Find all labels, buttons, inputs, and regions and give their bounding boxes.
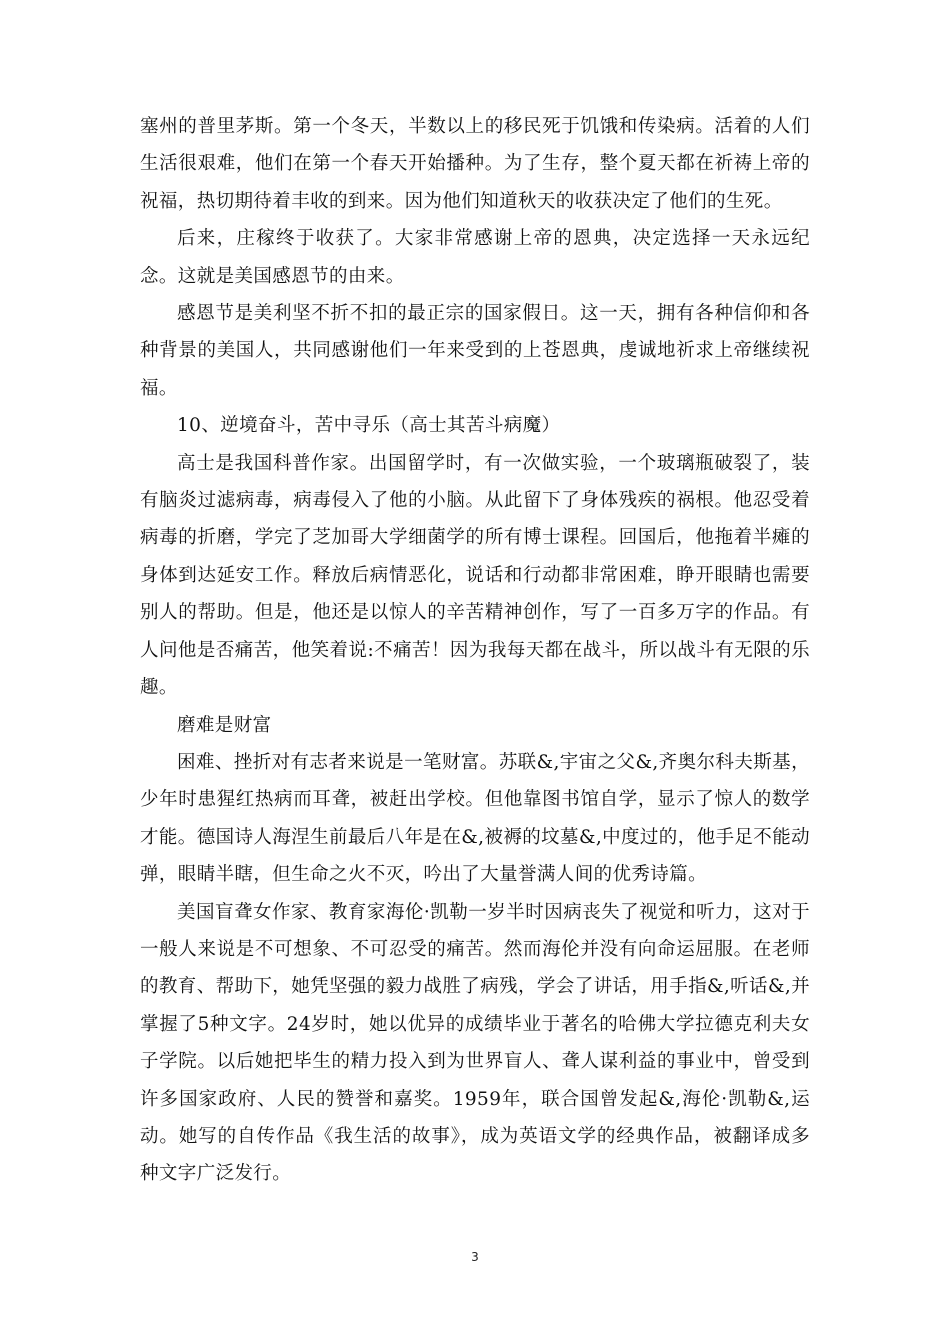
paragraph: 感恩节是美利坚不折不扣的最正宗的国家假日。这一天，拥有各种信仰和各种背景的美国人，共同感谢他们一年来受到的上苍恩典，虔诚地祈求上帝继续祝福。 — [140, 303, 810, 399]
paragraph: 美国盲聋女作家、教育家海伦·凯勒一岁半时因病丧失了视觉和听力，这对于一般人来说是不可想象、不可忍受的痛苦。然而海伦并没有向命运屈服。在老师的教育、帮助下，她凭坚强的毅力战胜了病残，学会了讲话，用手指&,听话&,并掌握了5种文字。24岁时，她以优异的成绩毕业于著名的哈佛大学拉德克利夫女子学院。以后她把毕生的精力投入到为世界盲人、聋人谋利益的事业中，曾受到许多国家政府、人民的赞誉和嘉奖。1959年，联合国曾发起&,海伦·凯勒&,运动。她写的自传作品《我生活的故事》，成为英语文学的经典作品，被翻译成多种文字广泛发行。 — [140, 901, 810, 1185]
paragraph-continued: 塞州的普里茅斯。第一个冬天，半数以上的移民死于饥饿和传染病。活着的人们生活很艰难，他们在第一个春天开始播种。为了生存，整个夏天都在祈祷上帝的祝福，热切期待着丰收的到来。因为他们知道秋天的收获决定了他们的生死。 — [140, 116, 810, 212]
section-heading: 磨难是财富 — [177, 714, 272, 736]
section-heading: 10、逆境奋斗，苦中寻乐（高士其苦斗病魔） — [177, 415, 561, 437]
page-number: 3 — [471, 1250, 479, 1264]
paragraph: 后来，庄稼终于收获了。大家非常感谢上帝的恩典，决定选择一天永远纪念。这就是美国感恩节的由来。 — [140, 228, 810, 287]
paragraph: 高士是我国科普作家。出国留学时，有一次做实验，一个玻璃瓶破裂了，装有脑炎过滤病毒，病毒侵入了他的小脑。从此留下了身体残疾的祸根。他忍受着病毒的折磨，学完了芝加哥大学细菌学的所有博士课程。回国后，他拖着半瘫的身体到达延安工作。释放后病情恶化，说话和行动都非常困难，睁开眼睛也需要别人的帮助。但是，他还是以惊人的辛苦精神创作，写了一百多万字的作品。有人问他是否痛苦，他笑着说:不痛苦！因为我每天都在战斗，所以战斗有无限的乐趣。 — [140, 452, 810, 699]
paragraph: 困难、挫折对有志者来说是一笔财富。苏联&,宇宙之父&,齐奥尔科夫斯基，少年时患猩红热病而耳聋，被赶出学校。但他靠图书馆自学，显示了惊人的数学才能。德国诗人海涅生前最后八年是在&,被褥的坟墓&,中度过的，他手足不能动弹，眼睛半瞎，但生命之火不灭，吟出了大量誉满人间的优秀诗篇。 — [140, 751, 810, 886]
document-body — [140, 108, 810, 1193]
